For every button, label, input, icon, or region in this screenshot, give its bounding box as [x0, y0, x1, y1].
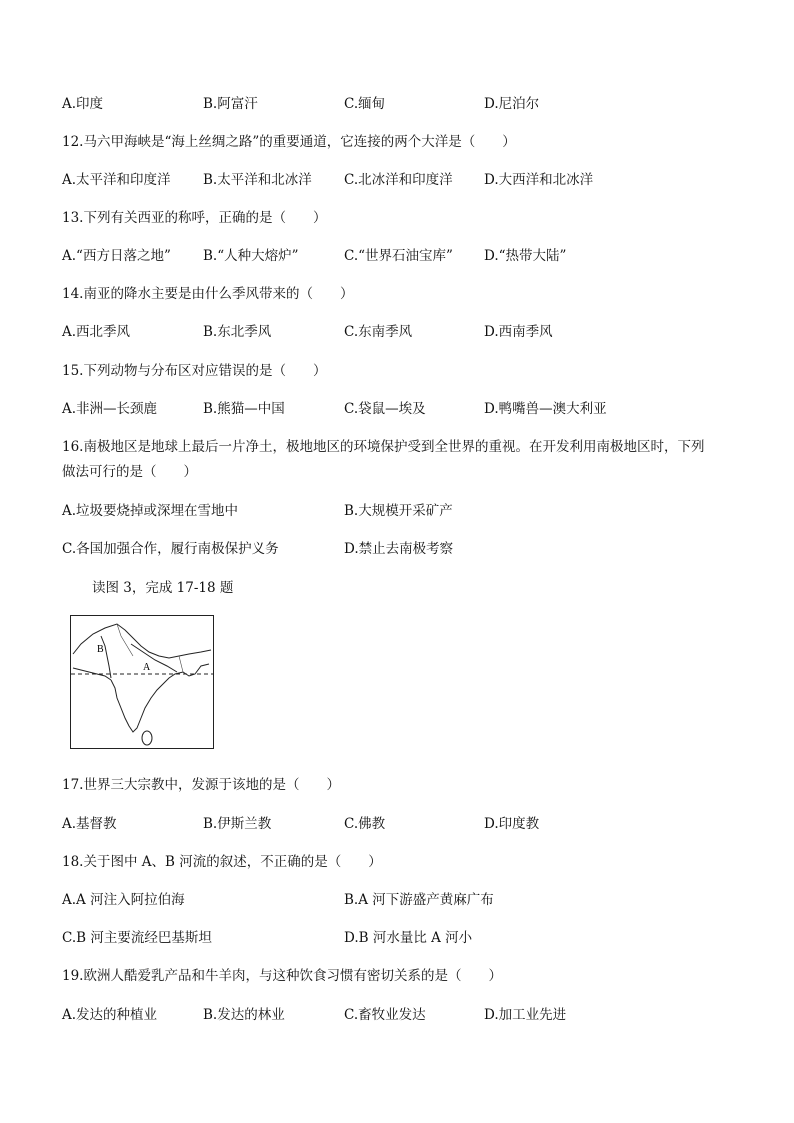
q11-option-b: B.阿富汗 — [203, 96, 258, 112]
q19-option-c: C.畜牧业发达 — [344, 1007, 426, 1023]
q17-option-b: B.伊斯兰教 — [203, 816, 272, 832]
map-label-a: A — [143, 662, 151, 673]
q13-option-d: D.“热带大陆” — [484, 248, 567, 264]
q15-stem: 15.下列动物与分布区对应错误的是（ ） — [62, 363, 327, 379]
q19-option-d: D.加工业先进 — [484, 1007, 567, 1023]
q12-option-d: D.大西洋和北冰洋 — [484, 172, 594, 188]
q13-option-c: C.“世界石油宝库” — [344, 248, 453, 264]
q14-stem: 14.南亚的降水主要是由什么季风带来的（ ） — [62, 286, 354, 302]
q11-option-c: C.缅甸 — [344, 96, 386, 112]
q16-stem-line2: 做法可行的是（ ） — [62, 464, 197, 480]
q13-stem: 13.下列有关西亚的称呼，正确的是（ ） — [62, 210, 327, 226]
q19-option-a: A.发达的种植业 — [62, 1007, 158, 1023]
q14-option-c: C.东南季风 — [344, 324, 413, 340]
q15-option-c: C.袋鼠—埃及 — [344, 401, 426, 417]
q12-option-c: C.北冰洋和印度洋 — [344, 172, 453, 188]
q18-stem: 18.关于图中 A、B 河流的叙述，不正确的是（ ） — [62, 854, 382, 870]
q17-option-c: C.佛教 — [344, 816, 386, 832]
q12-option-b: B.太平洋和北冰洋 — [203, 172, 312, 188]
q14-option-b: B.东北季风 — [203, 324, 272, 340]
q14-option-a: A.西北季风 — [62, 324, 131, 340]
q12-stem: 12.马六甲海峡是“海上丝绸之路”的重要通道，它连接的两个大洋是（ ） — [62, 134, 516, 150]
q12-option-a: A.太平洋和印度洋 — [62, 172, 171, 188]
q15-option-b: B.熊猫—中国 — [203, 401, 285, 417]
q11-option-d: D.尼泊尔 — [484, 96, 540, 112]
q13-option-b: B.“人种大熔炉” — [203, 248, 299, 264]
q19-stem: 19.欧洲人酷爱乳产品和牛羊肉，与这种饮食习惯有密切关系的是（ ） — [62, 968, 502, 984]
q16-stem-line1: 16.南极地区是地球上最后一片净土，极地地区的环境保护受到全世界的重视。在开发利用南极地区时，下列 — [62, 439, 705, 455]
q11-option-a: A.印度 — [62, 96, 104, 112]
q16-option-d: D.禁止去南极考察 — [344, 541, 454, 557]
map-label-b: B — [97, 644, 104, 655]
q15-option-a: A.非洲—长颈鹿 — [62, 401, 158, 417]
figure-intro: 读图 3，完成 17-18 题 — [92, 580, 234, 596]
q17-option-a: A.基督教 — [62, 816, 117, 832]
q13-option-a: A.“西方日落之地” — [62, 248, 171, 264]
q15-option-d: D.鸭嘴兽—澳大利亚 — [484, 401, 607, 417]
q18-option-d: D.B 河水量比 A 河小 — [344, 930, 473, 946]
q19-option-b: B.发达的林业 — [203, 1007, 285, 1023]
south-asia-map — [70, 615, 214, 749]
q16-option-b: B.大规模开采矿产 — [344, 503, 453, 519]
q17-option-d: D.印度教 — [484, 816, 540, 832]
q18-option-c: C.B 河主要流经巴基斯坦 — [62, 930, 212, 946]
map-drawing — [71, 616, 213, 748]
q17-stem: 17.世界三大宗教中，发源于该地的是（ ） — [62, 777, 340, 793]
q14-option-d: D.西南季风 — [484, 324, 553, 340]
q16-option-c: C.各国加强合作，履行南极保护义务 — [62, 541, 279, 557]
q16-option-a: A.垃圾要烧掉或深埋在雪地中 — [62, 503, 239, 519]
q18-option-a: A.A 河注入阿拉伯海 — [62, 892, 185, 908]
q18-option-b: B.A 河下游盛产黄麻广布 — [344, 892, 494, 908]
